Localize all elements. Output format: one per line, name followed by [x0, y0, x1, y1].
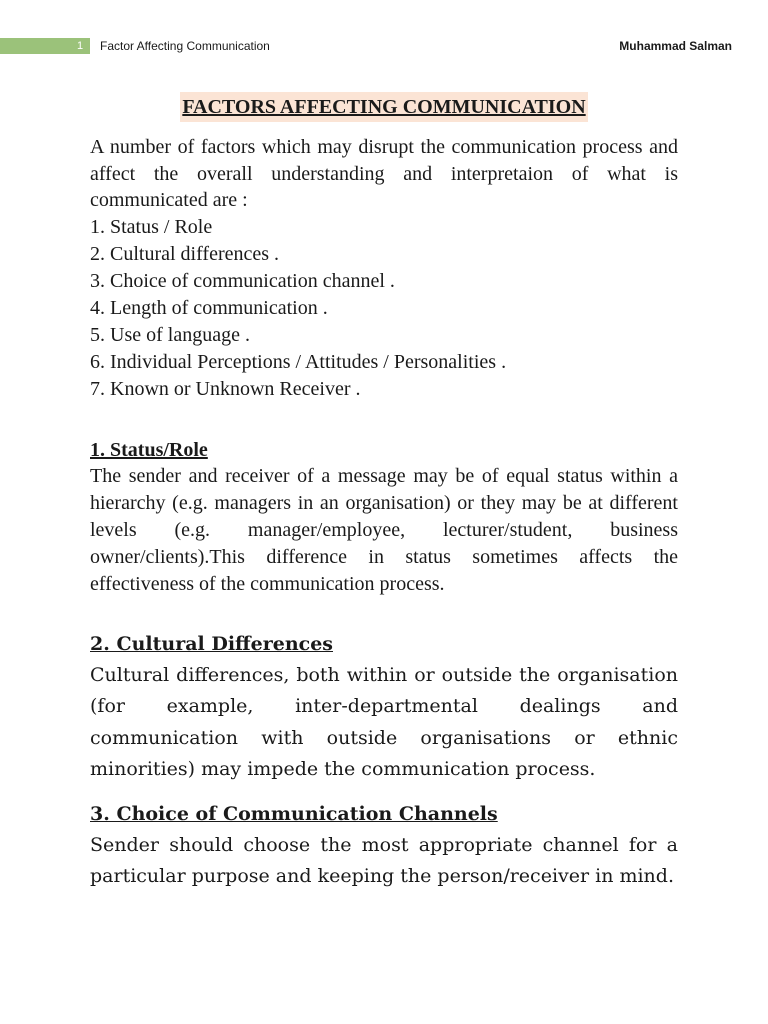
document-body	[90, 92, 678, 893]
list-item: 2. Cultural differences .	[90, 242, 280, 265]
list-item: 7. Known or Unknown Receiver .	[90, 377, 361, 400]
section-body-communication-channels: Sender should choose the most appropriate channel for a particular purpose and keeping the person/receiver in mind.	[90, 833, 678, 887]
header-title: Factor Affecting Communication	[100, 39, 270, 53]
list-item: 6. Individual Perceptions / Attitudes / Personalities .	[90, 350, 507, 373]
section-heading-cultural-differences: 2. Cultural Differences	[90, 632, 333, 655]
title-wrap	[90, 92, 678, 122]
section-body-cultural-differences: Cultural differences, both within or outside the organisation (for example, inter-departmental dealings and communication with outside organisations or ethnic minorities) may impede the communication process.	[90, 663, 678, 780]
header-author: Muhammad Salman	[619, 39, 732, 53]
page-number: 1	[76, 40, 84, 52]
section-heading-status-role: 1. Status/Role	[90, 438, 208, 461]
section-heading-communication-channels: 3. Choice of Communication Channels	[90, 802, 498, 825]
page-header	[0, 36, 768, 56]
list-item: 5. Use of language .	[90, 323, 250, 346]
list-item: 3. Choice of communication channel .	[90, 269, 395, 292]
intro-paragraph: A number of factors which may disrupt the communication process and affect the overall understanding and interpretaion of what is communicated are :	[90, 136, 678, 211]
factors-list	[90, 214, 678, 403]
document-title: FACTORS AFFECTING COMMUNICATION	[180, 92, 587, 122]
list-item: 4. Length of communication .	[90, 296, 328, 319]
list-item: 1. Status / Role	[90, 215, 213, 238]
section-body-status-role: The sender and receiver of a message may be of equal status within a hierarchy (e.g. managers in an organisation) or they may be at different levels (e.g. manager/employee, lecturer/student, business owner/clients).This difference in status sometimes affects the effectiveness of the communication process.	[90, 464, 678, 595]
